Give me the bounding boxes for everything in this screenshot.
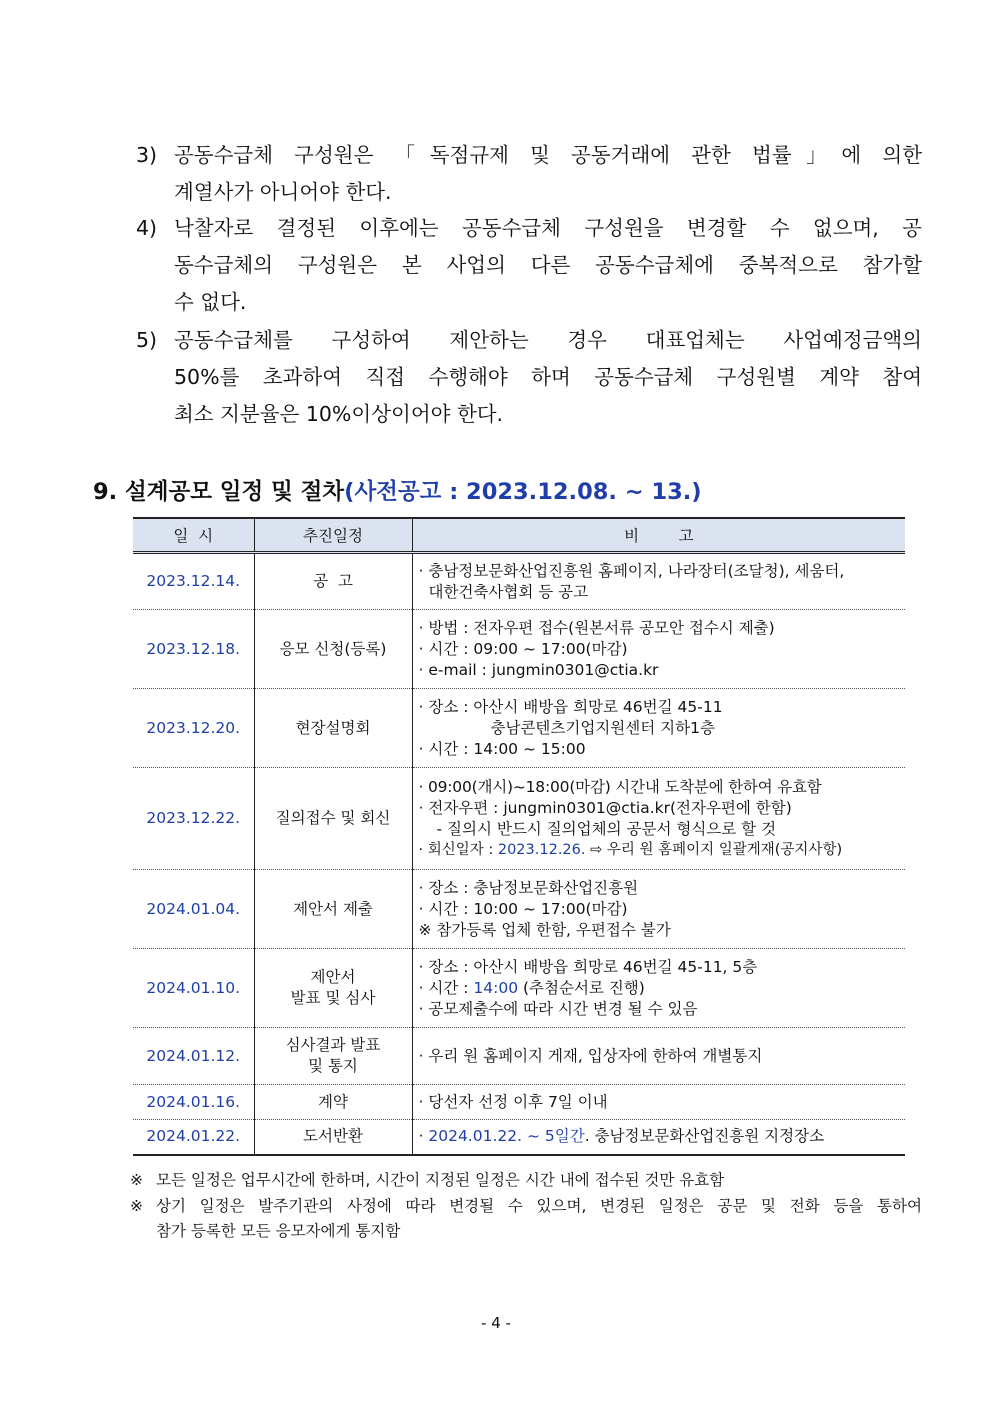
row-remarks (412, 949, 905, 1028)
process-label: 현장설명회 (295, 718, 371, 737)
table-row (133, 689, 905, 768)
clause-line: 계열사가 아니어야 한다. (174, 180, 392, 204)
remark-text: ⇨ 우리 원 홈페이지 일괄게재(공지사항) (585, 841, 843, 858)
header-process: 추진일정 (254, 518, 412, 553)
process-label: 제안서 제출 (293, 899, 373, 918)
remark-line: · e-mail : jungmin0301@ctia.kr (418, 660, 659, 679)
remark-line: · 장소 : 아산시 배방읍 희망로 46번길 45-11 (418, 697, 723, 716)
presentation-time: 14:00 (473, 978, 519, 997)
row-date: 2023.12.22. (133, 768, 254, 870)
table-row (133, 1085, 905, 1120)
clause-line: 수 없다. (174, 290, 247, 314)
table-row (133, 553, 905, 610)
row-process (254, 768, 412, 870)
row-process (254, 1085, 412, 1120)
process-label: 질의접수 및 회신 (275, 809, 391, 827)
process-label: 심사결과 발표 (285, 1036, 381, 1054)
remark-line: · 장소 : 충남정보문화산업진흥원 (418, 878, 639, 897)
note-mark: ※ (130, 1197, 143, 1215)
row-process (254, 870, 412, 949)
process-label: 및 통지 (308, 1057, 358, 1075)
header-remarks: 비 고 (412, 518, 905, 553)
note-mark: ※ (130, 1171, 143, 1189)
footnote-text: 상기 일정은 발주기관의 사정에 따라 변경될 수 있으며, 변경된 일정은 공문 및 전화 등을 통하여 (156, 1197, 922, 1215)
remark-line: · 방법 : 전자우편 접수(원본서류 공모안 접수시 제출) (418, 618, 775, 637)
row-date: 2024.01.12. (133, 1028, 254, 1085)
row-remarks (412, 689, 905, 768)
row-remarks (412, 553, 905, 610)
process-label: 공 고 (313, 572, 353, 590)
remark-line (419, 1126, 900, 1147)
clause-line: 동수급체의 구성원은 본 사업의 다른 공동수급체에 중복적으로 참가할 (174, 253, 922, 277)
row-date: 2023.12.14. (133, 553, 254, 610)
clause-number: 3) (136, 143, 158, 167)
remark-line: 대한건축사협회 등 공고 (428, 582, 589, 601)
row-remarks (412, 1028, 905, 1085)
row-date: 2023.12.20. (133, 689, 254, 768)
table-row (133, 1120, 905, 1155)
row-remarks (412, 870, 905, 949)
process-label: 발표 및 심사 (290, 989, 376, 1007)
footnote (130, 1168, 922, 1193)
section-subtitle: (사전공고 : 2023.12.08. ~ 13.) (344, 479, 702, 505)
footnote-text: 모든 일정은 업무시간에 한하며, 시간이 지정된 일정은 시간 내에 접수된 것만 유효함 (156, 1171, 725, 1189)
row-remarks (412, 1120, 905, 1155)
table-row (133, 610, 905, 689)
row-date: 2023.12.18. (133, 610, 254, 689)
clause-line: 50%를 초과하여 직접 수행해야 하며 공동수급체 구성원별 계약 참여 (174, 365, 922, 389)
remark-text: · 회신일자 : (418, 841, 498, 858)
remark-text: . 충남정보문화산업진흥원 지정장소 (584, 1127, 825, 1146)
table-row (133, 768, 905, 870)
remark-line: ※ 참가등록 업체 한함, 우편접수 불가 (418, 920, 671, 939)
row-process (254, 689, 412, 768)
process-label: 계약 (318, 1092, 348, 1111)
row-date: 2024.01.16. (133, 1085, 254, 1120)
clause-line: 최소 지분율은 10%이상이어야 한다. (174, 402, 504, 426)
row-date: 2024.01.10. (133, 949, 254, 1028)
row-remarks (412, 1085, 905, 1120)
clause-line: 공동수급체를 구성하여 제안하는 경우 대표업체는 사업예정금액의 (174, 328, 922, 352)
clause-item-3 (136, 137, 922, 211)
table-header-row (133, 518, 905, 553)
remark-line: · 09:00(개시)~18:00(마감) 시간내 도착분에 한하여 유효함 (418, 777, 822, 796)
page-number: - 4 - (481, 1314, 511, 1332)
remark-line: · 장소 : 아산시 배방읍 희망로 46번길 45-11, 5층 (418, 957, 758, 976)
row-date: 2024.01.22. (133, 1120, 254, 1155)
clause-number: 5) (136, 328, 158, 352)
row-process (254, 553, 412, 610)
remark-line: · 시간 : 09:00 ~ 17:00(마감) (418, 639, 628, 658)
table-row (133, 949, 905, 1028)
remark-line (419, 840, 900, 861)
row-process (254, 1028, 412, 1085)
clause-item-4 (136, 210, 922, 321)
clause-number: 4) (136, 216, 158, 240)
footnote (130, 1194, 922, 1244)
remark-line (419, 978, 900, 999)
remark-line: · 당선자 선정 이후 7일 이내 (418, 1092, 608, 1111)
remark-line: · 충남정보문화산업진흥원 홈페이지, 나라장터(조달청), 세움터, (418, 561, 845, 580)
section-title: 9. 설계공모 일정 및 절차 (93, 479, 345, 505)
row-process (254, 949, 412, 1028)
remark-text: · (418, 1127, 429, 1146)
section-heading (93, 474, 702, 506)
table-row (133, 1028, 905, 1085)
schedule-table (133, 517, 905, 1156)
remark-line: · 공모제출수에 따라 시간 변경 될 수 있음 (418, 999, 698, 1018)
remark-line: · 시간 : 14:00 ~ 15:00 (418, 739, 586, 758)
remark-text: · 시간 : (418, 978, 474, 997)
clause-item-5 (136, 322, 922, 433)
process-label: 도서반환 (303, 1127, 363, 1146)
process-label: 응모 신청(등록) (279, 639, 387, 658)
return-period: 2024.01.22. ~ 5일간 (428, 1127, 585, 1146)
footnote-text: 참가 등록한 모든 응모자에게 통지함 (156, 1222, 401, 1240)
remark-line: · 우리 원 홈페이지 게재, 입상자에 한하여 개별통지 (418, 1046, 763, 1065)
remark-line: · 시간 : 10:00 ~ 17:00(마감) (418, 899, 628, 918)
row-process (254, 1120, 412, 1155)
header-date: 일 시 (133, 518, 254, 553)
row-date: 2024.01.04. (133, 870, 254, 949)
reply-date: 2023.12.26. (497, 841, 586, 858)
remark-text: (추첨순서로 진행) (518, 978, 645, 997)
clause-line: 공동수급체 구성원은 「독점규제 및 공동거래에 관한 법률」에 의한 (174, 143, 922, 167)
table-row (133, 870, 905, 949)
clause-line: 낙찰자로 결정된 이후에는 공동수급체 구성원을 변경할 수 없으며, 공 (174, 216, 922, 240)
row-remarks (412, 610, 905, 689)
remark-line: · 전자우편 : jungmin0301@ctia.kr(전자우편에 한함) (418, 798, 792, 817)
process-label: 제안서 (310, 968, 356, 986)
remark-line: 충남콘텐츠기업지원센터 지하1층 (490, 718, 715, 737)
remark-line: - 질의시 반드시 질의업체의 공문서 형식으로 할 것 (436, 819, 777, 838)
row-remarks (412, 768, 905, 870)
row-process (254, 610, 412, 689)
